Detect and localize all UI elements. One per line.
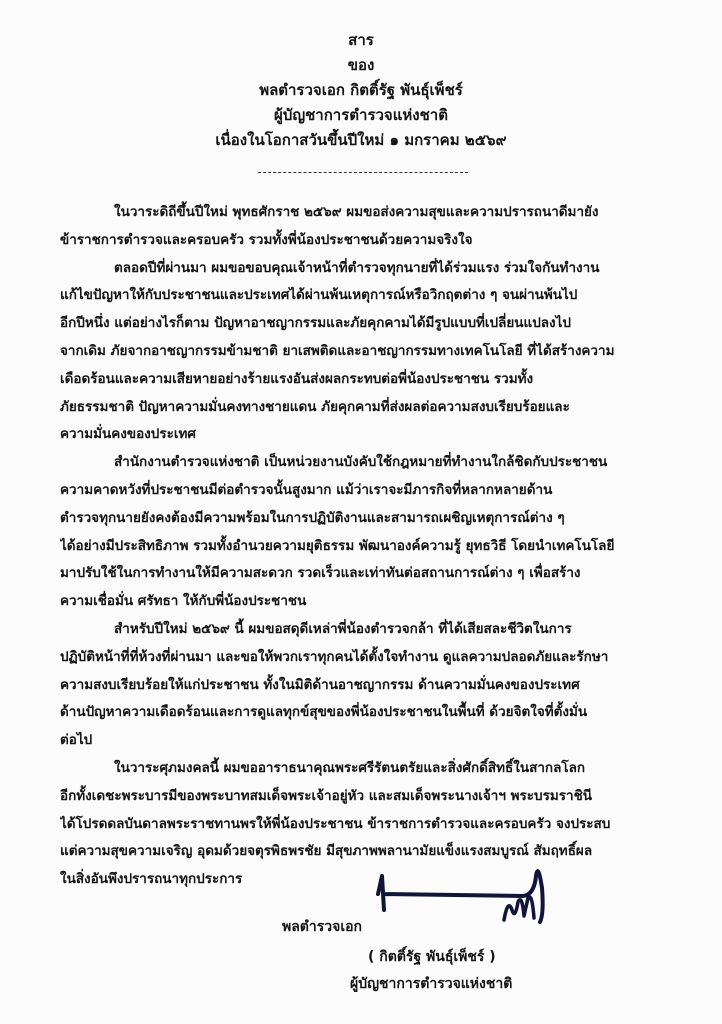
paragraph-line: ตลอดปีที่ผ่านมา ผมขอขอบคุณเจ้าหน้าที่ตำรวจทุกนายที่ได้ร่วมแรง ร่วมใจกันทำงาน <box>114 259 600 276</box>
signature-position: ผู้บัญชาการตำรวจแห่งชาติ <box>350 976 513 992</box>
paragraph-line: สำหรับปีใหม่ ๒๕๖๙ นี้ ผมขอสดุดีเหล่าพี่น้องตำรวจกล้า ที่ได้เสียสละชีวิตในการ <box>114 620 572 637</box>
paragraph-line: ตำรวจทุกนายยังคงต้องมีความพร้อมในการปฏิบัติงานและสามารถเผชิญเหตุการณ์ต่าง ๆ <box>60 509 565 526</box>
paragraph-line: แต่ความสุขความเจริญ อุดมด้วยจตุรพิธพรชัย มีสุขภาพพลานามัยแข็งแรงสมบูรณ์ สัมฤทธิ์ผล <box>60 843 593 860</box>
header-title: สาร <box>348 31 374 49</box>
paragraph-line: ปฏิบัติหน้าที่ที่ห้วงที่ผ่านมา และขอให้พวกเราทุกคนได้ตั้งใจทำงาน ดูแลความปลอดภัยและรักษา <box>60 648 609 665</box>
paragraph-line: จากเดิม ภัยจากอาชญากรรมข้ามชาติ ยาเสพติดและอาชญากรรมทางเทคโนโลยี ที่ได้สร้างความ <box>60 342 615 359</box>
letter-header <box>0 28 722 153</box>
paragraph-line: ด้านปัญหาความเดือดร้อนและการดูแลทุกข์สุขของพี่น้องประชาชนในพื้นที่ ด้วยจิตใจที่ตั้งมั่น <box>60 704 588 721</box>
paragraph-line: อีกทั้งเดชะพระบารมีของพระบาทสมเด็จพระเจ้าอยู่หัว และสมเด็จพระนางเจ้าฯ พระบรมราชินี <box>60 787 592 804</box>
header-divider <box>258 172 468 173</box>
paragraph-line: แก้ไขปัญหาให้กับประชาชนและประเทศได้ผ่านพ้นเหตุการณ์หรือวิกฤตต่าง ๆ จนผ่านพ้นไป <box>60 287 578 304</box>
paragraph-line: ความสงบเรียบร้อยให้แก่ประชาชน ทั้งในมิติด้านอาชญากรรม ด้านความมั่นคงของประเทศ <box>60 676 580 693</box>
paragraph-2 <box>60 255 670 450</box>
paragraph-line: ข้าราชการตำรวจและครอบครัว รวมทั้งพี่น้องประชาชนด้วยความจริงใจ <box>60 231 473 248</box>
paragraph-line: ความคาดหวังที่ประชาชนมีต่อตำรวจนั้นสูงมาก แม้ว่าเราจะมีภารกิจที่หลากหลายด้าน <box>60 481 553 498</box>
paragraph-5 <box>60 755 670 894</box>
signature-name: ( กิตติ์รัฐ พันธุ์เพ็ชร์ ) <box>368 949 496 965</box>
signature-rank: พลตำรวจเอก <box>282 919 363 935</box>
paragraph-line: ความมั่นคงของประเทศ <box>60 426 196 443</box>
paragraph-line: ในวาระศุภมงคลนี้ ผมขออาราธนาคุณพระศรีรัตนตรัยและสิ่งศักดิ์สิทธิ์ในสากลโลก <box>114 759 586 776</box>
header-of: ของ <box>347 56 375 74</box>
paragraph-3 <box>60 449 670 616</box>
header-position: ผู้บัญชาการตำรวจแห่งชาติ <box>274 106 448 124</box>
paragraph-line: สำนักงานตำรวจแห่งชาติ เป็นหน่วยงานบังคับใช้กฎหมายที่ทำงานใกล้ชิดกับประชาชน <box>114 454 608 471</box>
paragraph-line: มาปรับใช้ในการทำงานให้มีความสะดวก รวดเร็วและเท่าทันต่อสถานการณ์ต่าง ๆ เพื่อสร้าง <box>60 565 581 582</box>
header-occasion: เนื่องในโอกาสวันขึ้นปีใหม่ ๑ มกราคม ๒๕๖๙ <box>215 131 507 149</box>
paragraph-line: อีกปีหนึ่ง แต่อย่างไรก็ตาม ปัญหาอาชญากรรมและภัยคุกคามได้มีรูปแบบที่เปลี่ยนแปลงไป <box>60 315 572 332</box>
paragraph-line: ต่อไป <box>60 732 93 749</box>
paragraph-line: ในวาระดิถีขึ้นปีใหม่ พุทธศักราช ๒๕๖๙ ผมขอส่งความสุขและความปรารถนาดีมายัง <box>114 204 599 220</box>
paragraph-line: ความเชื่อมั่น ศรัทธา ให้กับพี่น้องประชาชน <box>60 593 307 610</box>
paragraph-line: ภัยธรรมชาติ ปัญหาความมั่นคงทางชายแดน ภัยคุกคามที่ส่งผลต่อความสงบเรียบร้อยและ <box>60 398 570 415</box>
paragraph-4 <box>60 616 670 755</box>
letter-body <box>60 199 670 894</box>
paragraph-line: เดือดร้อนและความเสียหายอย่างร้ายแรงอันส่งผลกระทบต่อพี่น้องประชาชน รวมทั้ง <box>60 370 534 387</box>
paragraph-1 <box>60 199 670 255</box>
paragraph-line: ได้โปรดดลบันดาลพระราชทานพรให้พี่น้องประชาชน ข้าราชการตำรวจและครอบครัว จงประสบ <box>60 815 611 832</box>
header-author: พลตำรวจเอก กิตติ์รัฐ พันธุ์เพ็ชร์ <box>259 81 463 99</box>
paragraph-line: ได้อย่างมีประสิทธิภาพ รวมทั้งอำนวยความยุติธรรม พัฒนาองค์ความรู้ ยุทธวิธี โดยนำเทคโนโลยี <box>60 537 615 554</box>
paragraph-line: ในสิ่งอันพึงปรารถนาทุกประการ <box>60 871 243 888</box>
